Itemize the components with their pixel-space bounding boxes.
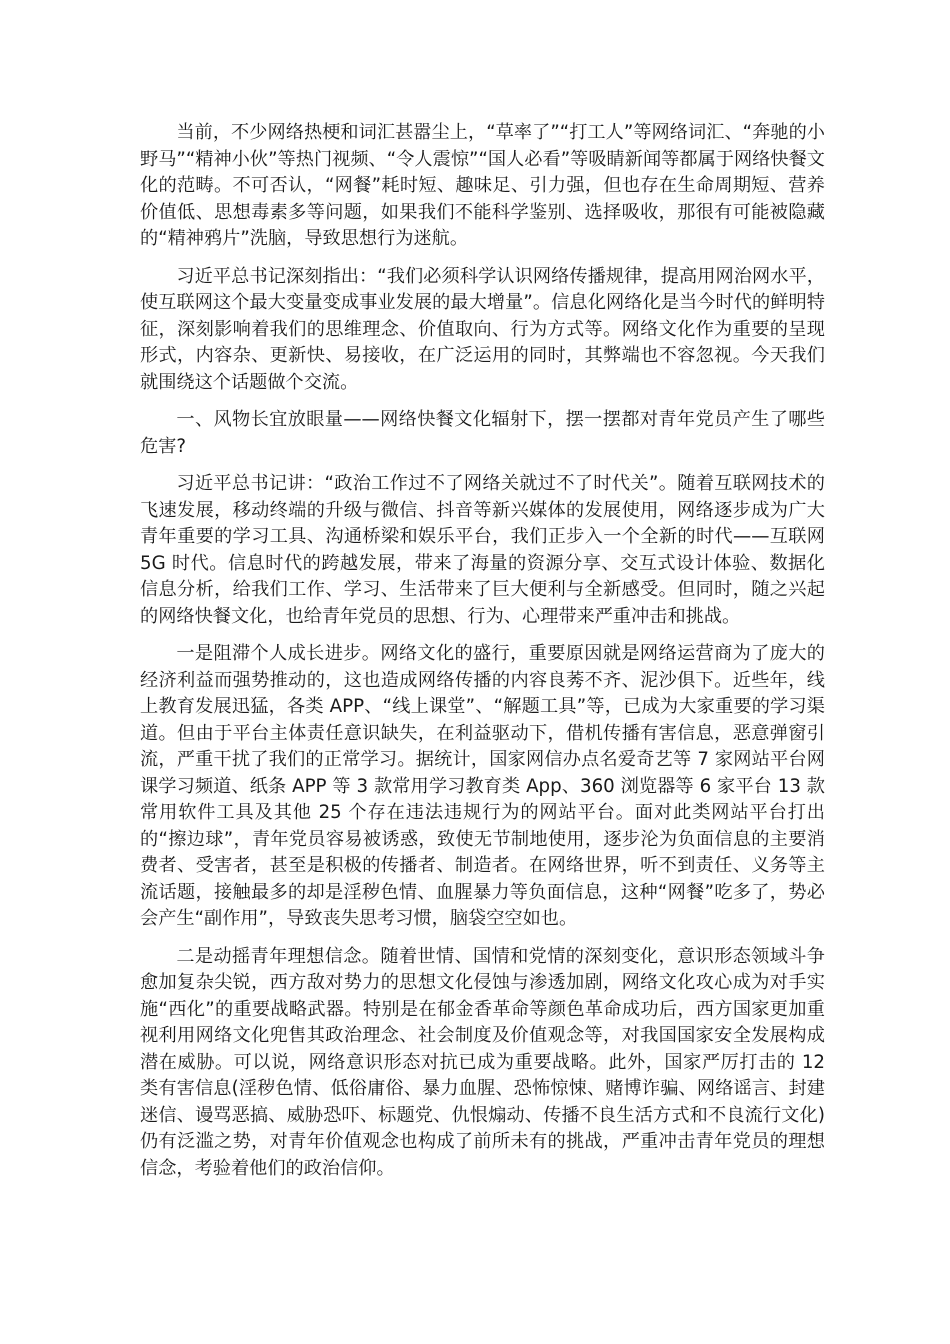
paragraph-point-2: 二是动摇青年理想信念。随着世情、国情和党情的深刻变化，意识形态领域斗争愈加复杂尖锐，西方敌对势力的思想文化侵蚀与渗透加剧，网络文化攻心成为对手实施“西化”的重要战略武器。特别是在郁金香革命等颜色革命成功后，西方国家更加重视利用网络文化兜售其政治理念、社会制度及价值观念等，对我国国家安全发展构成潜在威胁。可以说，网络意识形态对抗已成为重要战略。此外，国家严厉打击的 12 类有害信息(淫秽色情、低俗庸俗、暴力血腥、恐怖惊悚、赌博诈骗、网络谣言、封建迷信、谩骂恶搞、威胁恐吓、标题党、仇恨煽动、传播不良生活方式和不良流行文化)仍有泛滥之势，对青年价值观念也构成了前所未有的挑战，严重冲击青年党员的理想信念，考验着他们的政治信仰。 [140, 945, 825, 1179]
paragraph-point-1: 一是阻滞个人成长进步。网络文化的盛行，重要原因就是网络运营商为了庞大的经济利益而强势推动的，这也造成网络传播的内容良莠不齐、泥沙俱下。近些年，线上教育发展迅猛，各类 APP、“线上课堂”、“解题工具”等，已成为大家重要的学习渠道。但由于平台主体责任意识缺失，在利益驱动下，借机传播有害信息，恶意弹窗引流，严重干扰了我们的正常学习。据统计，国家网信办点名爱奇艺等 7 家网站平台网课学习频道、纸条 APP 等 3 款常用学习教育类 App、360 浏览器等 6 家平台 13 款常用软件工具及其他 25 个存在违法违规行为的网站平台。面对此类网站平台打出的“擦边球”，青年党员容易被诱惑，致使无节制地使用，逐步沦为负面信息的主要消费者、受害者，甚至是积极的传播者、制造者。在网络世界，听不到责任、义务等主流话题，接触最多的却是淫秽色情、血腥暴力等负面信息，这种“网餐”吃多了，势必会产生“副作用”，导致丧失思考习惯，脑袋空空如也。 [140, 643, 825, 929]
paragraph-section-intro: 习近平总书记讲：“政治工作过不了网络关就过不了时代关”。随着互联网技术的飞速发展，移动终端的升级与微信、抖音等新兴媒体的发展使用，网络逐步成为广大青年重要的学习工具、沟通桥梁和娱乐平台，我们正步入一个全新的时代——互联网 5G 时代。信息时代的跨越发展，带来了海量的资源分享、交互式设计体验、数据化信息分析，给我们工作、学习、生活带来了巨大便利与全新感受。但同时，随之兴起的网络快餐文化，也给青年党员的思想、行为、心理带来严重冲击和挑战。 [140, 473, 825, 627]
paragraph-intro: 当前，不少网络热梗和词汇甚嚣尘上，“草率了”“打工人”等网络词汇、“奔驰的小野马”“精神小伙”等热门视频、“令人震惊”“国人必看”等吸睛新闻等都属于网络快餐文化的范畴。不可否认，“网餐”耗时短、趣味足、引力强，但也存在生命周期短、营养价值低、思想毒素多等问题，如果我们不能科学鉴别、选择吸收，那很有可能被隐藏的“精神鸦片”洗脑，导致思想行为迷航。 [140, 122, 825, 249]
document-page [140, 120, 825, 1193]
section-heading-1: 一、风物长宜放眼量——网络快餐文化辐射下，摆一摆都对青年党员产生了哪些危害? [140, 409, 825, 457]
paragraph-quote: 习近平总书记深刻指出：“我们必须科学认识网络传播规律，提高用网治网水平，使互联网这个最大变量变成事业发展的最大增量”。信息化网络化是当今时代的鲜明特征，深刻影响着我们的思维理念、价值取向、行为方式等。网络文化作为重要的呈现形式，内容杂、更新快、易接收，在广泛运用的同时，其弊端也不容忽视。今天我们就围绕这个话题做个交流。 [140, 265, 825, 393]
